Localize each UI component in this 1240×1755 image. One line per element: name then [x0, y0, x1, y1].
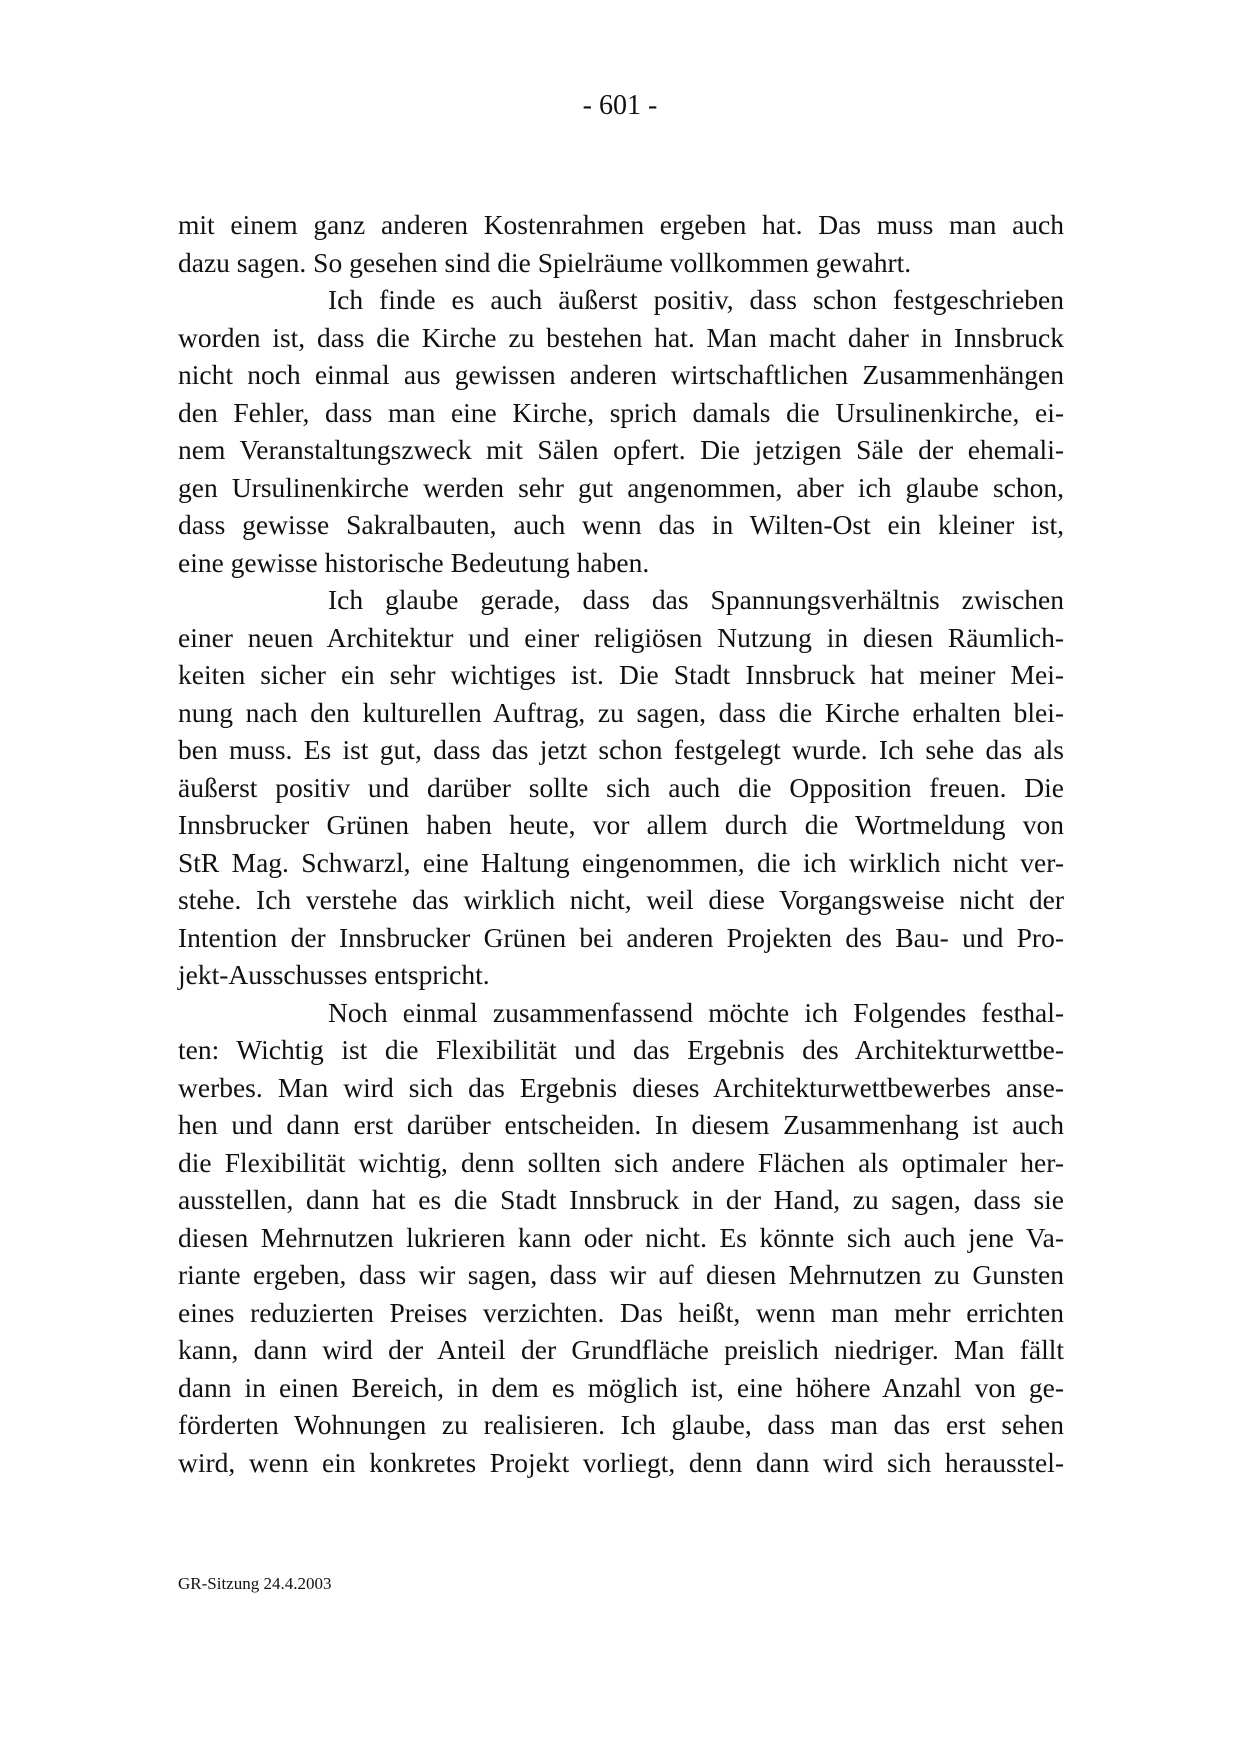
page-number: - 601 -	[582, 90, 658, 121]
text-line: dass gewisse Sakralbauten, auch wenn das in Wilten-Ost ein kleiner ist,	[178, 509, 1064, 540]
text-line: nem Veranstaltungszweck mit Sälen opfert. Die jetzigen Säle der ehemali-	[178, 434, 1064, 465]
text-line: keiten sicher ein sehr wichtiges ist. Die Stadt Innsbruck hat meiner Mei-	[178, 659, 1064, 690]
text-line: nung nach den kulturellen Auftrag, zu sagen, dass die Kirche erhalten blei-	[178, 696, 1064, 728]
text-line: riante ergeben, dass wir sagen, dass wir auf diesen Mehrnutzen zu Gunsten	[178, 1259, 1064, 1290]
text-line: eines reduzierten Preises verzichten. Das heißt, wenn man mehr errichten	[178, 1296, 1064, 1328]
footer-session-date: GR-Sitzung 24.4.2003	[178, 1574, 332, 1593]
text-line: Ich glaube gerade, dass das Spannungsverhältnis zwischen	[328, 584, 1064, 615]
text-line: Noch einmal zusammenfassend möchte ich Folgendes festhal-	[328, 996, 1064, 1028]
text-line: kann, dann wird der Anteil der Grundfläche preislich niedriger. Man fällt	[178, 1334, 1064, 1365]
text-line: gen Ursulinenkirche werden sehr gut angenommen, aber ich glaube schon,	[178, 471, 1064, 503]
text-line: werbes. Man wird sich das Ergebnis dieses Architekturwettbewerbes anse-	[178, 1071, 1064, 1103]
text-line: wird, wenn ein konkretes Projekt vorliegt, denn dann wird sich herausstel-	[178, 1446, 1064, 1478]
text-line: ten: Wichtig ist die Flexibilität und das Ergebnis des Architekturwettbe-	[178, 1034, 1064, 1065]
text-line: den Fehler, dass man eine Kirche, sprich damals die Ursulinenkirche, ei-	[178, 396, 1064, 428]
text-line: mit einem ganz anderen Kostenrahmen ergeben hat. Das muss man auch	[178, 209, 1064, 240]
document-body	[178, 206, 1064, 1481]
text-line: jekt-Ausschusses entspricht.	[178, 959, 490, 990]
text-line: diesen Mehrnutzen lukrieren kann oder nicht. Es könnte sich auch jene Va-	[178, 1221, 1064, 1253]
text-line: worden ist, dass die Kirche zu bestehen hat. Man macht daher in Innsbruck	[178, 321, 1064, 353]
text-line: äußerst positiv und darüber sollte sich auch die Opposition freuen. Die	[178, 771, 1064, 803]
text-line: stehe. Ich verstehe das wirklich nicht, weil diese Vorgangsweise nicht der	[178, 884, 1064, 915]
text-line: einer neuen Architektur und einer religiösen Nutzung in diesen Räumlich-	[178, 621, 1064, 653]
text-line: ben muss. Es ist gut, dass das jetzt schon festgelegt wurde. Ich sehe das als	[178, 734, 1064, 765]
text-line: die Flexibilität wichtig, denn sollten sich andere Flächen als optimaler her-	[178, 1146, 1064, 1178]
text-line: dazu sagen. So gesehen sind die Spielräume vollkommen gewahrt.	[178, 246, 912, 278]
text-line: nicht noch einmal aus gewissen anderen wirtschaftlichen Zusammenhängen	[178, 359, 1064, 390]
text-line: eine gewisse historische Bedeutung haben.	[178, 546, 650, 578]
text-line: StR Mag. Schwarzl, eine Haltung eingenommen, die ich wirklich nicht ver-	[178, 846, 1064, 878]
text-line: Ich finde es auch äußerst positiv, dass schon festgeschrieben	[328, 284, 1064, 315]
text-line: Innsbrucker Grünen haben heute, vor allem durch die Wortmeldung von	[178, 809, 1064, 840]
text-line: dann in einen Bereich, in dem es möglich ist, eine höhere Anzahl von ge-	[178, 1371, 1064, 1403]
text-line: förderten Wohnungen zu realisieren. Ich glaube, dass man das erst sehen	[178, 1409, 1064, 1440]
text-line: hen und dann erst darüber entscheiden. In diesem Zusammenhang ist auch	[178, 1109, 1064, 1140]
text-line: Intention der Innsbrucker Grünen bei anderen Projekten des Bau- und Pro-	[178, 921, 1064, 953]
text-line: ausstellen, dann hat es die Stadt Innsbruck in der Hand, zu sagen, dass sie	[178, 1184, 1064, 1215]
